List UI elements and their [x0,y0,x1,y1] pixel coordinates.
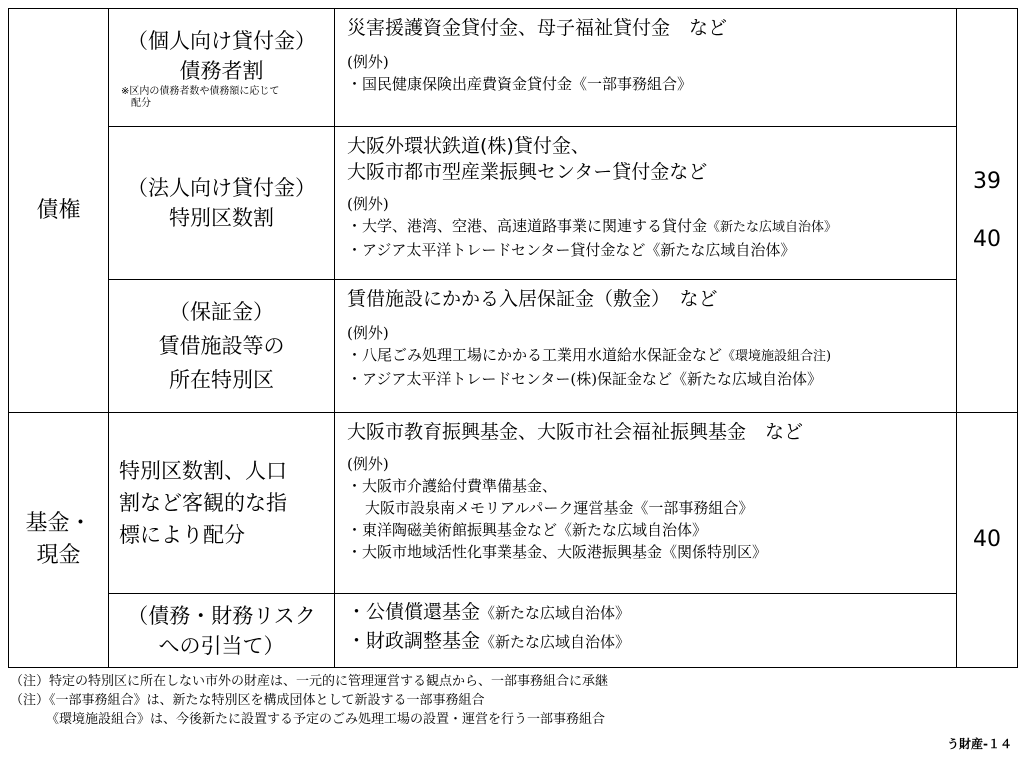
subcategory-line: 標により配分 [119,523,245,547]
description-funds-general [335,413,957,594]
subcategory-line: （保証金） [169,300,274,324]
example-item: ・アジア太平洋トレードセンター(株)保証金など《新たな広域自治体》 [347,370,823,388]
example-item: ・大阪市地域活性化事業基金、大阪港振興基金《関係特別区》 [347,543,768,561]
headline: 賃借施設にかかる入居保証金（敷金） など [347,288,718,310]
description-guarantee [335,280,957,413]
small-note: 配分 [131,97,151,109]
fund-item-note: 《新たな広域自治体》 [480,604,631,622]
subcategory-line: （債務・財務リスク [127,603,316,628]
description-corporate [335,127,957,280]
example-item-note: 《新たな広域自治体》 [707,220,838,235]
headline: 大阪外環状鉄道(株)貸付金、 [347,135,590,157]
category-funds-label: 基金・ [25,511,92,536]
page-ref-debt [957,9,1018,413]
footnote: （注）特定の特別区に所在しない市外の財産は、一元的に管理運営する観点から、一部事務組合に承継 [10,674,609,689]
headline: 災害援護資金貸付金、母子福祉貸付金 など [347,17,728,39]
example-label: (例外) [347,455,389,473]
example-label: (例外) [347,324,389,342]
example-item: ・アジア太平洋トレードセンター貸付金など《新たな広域自治体》 [347,241,796,259]
table-row [9,127,1018,280]
subcategory-guarantee [109,280,335,413]
example-label: (例外) [347,53,389,71]
footnote: 《環境施設組合》は、今後新たに設置する予定のごみ処理工場の設置・運営を行う一部事務組合 [46,712,606,727]
fund-item [347,598,948,627]
subcategory-general [109,413,335,594]
table-row [9,413,1018,594]
subcategory-line: 割など客観的な指 [119,491,287,515]
footnote: （注）《一部事務組合》は、新たな特別区を構成団体として新設する一部事務組合 [10,693,485,708]
example-item: ・大阪市介護給付費準備基金、 [347,477,558,495]
example-item [347,215,948,239]
table-row [9,9,1018,127]
example-label: (例外) [347,195,389,213]
example-item-main: ・大学、港湾、空港、高速道路事業に関連する貸付金 [347,217,708,235]
example-item: ・国民健康保険出産費資金貸付金《一部事務組合》 [347,75,693,93]
subcategory-line: 債務者割 [179,58,264,83]
headline: 大阪市教育振興基金、大阪市社会福祉振興基金 など [347,421,804,443]
subcategory-line: 特別区数割 [169,206,274,230]
example-item: ・東洋陶磁美術館振興基金など《新たな広域自治体》 [347,521,708,539]
page-ref-number: 40 [973,226,1001,252]
subcategory-line: 所在特別区 [169,368,274,392]
page-ref-number: 39 [973,168,1001,194]
subcategory-line: 特別区数割、人口 [119,459,287,483]
page-ref-funds [957,413,1018,668]
description-debt-allocation [335,594,957,668]
headline: 大阪市都市型産業振興センター貸付金など [347,161,708,183]
description-individual [335,9,957,127]
example-item-main: ・八尾ごみ処理工場にかかる工業用水道給水保証金など [347,346,723,364]
page-number: う財産-１４ [947,737,1012,751]
small-note: ※区内の債務者数や債務額に応じて [121,85,280,97]
fund-item-main: ・財政調整基金 [347,630,481,652]
category-funds [9,413,109,668]
subcategory-line: 賃借施設等の [158,334,285,358]
example-item-note: 《環境施設組合注) [722,349,832,364]
fund-item-note: 《新たな広域自治体》 [480,633,631,651]
subcategory-debt-allocation [109,594,335,668]
subcategory-corporate [109,127,335,280]
category-funds-label: 現金 [36,543,81,568]
example-item [347,344,948,368]
example-item: 大阪市設泉南メモリアルパーク運営基金《一部事務組合》 [365,499,754,517]
subcategory-line: （法人向け貸付金） [127,176,316,200]
page-ref-number: 40 [973,527,1001,552]
footnotes [10,672,608,729]
category-debt [9,9,109,413]
table-row [9,280,1018,413]
fund-item [347,627,948,656]
category-debt-label: 債権 [36,197,81,223]
asset-allocation-table [8,8,1018,668]
subcategory-line: への引当て） [158,633,285,658]
subcategory-line: （個人向け貸付金） [127,28,316,53]
table-row [9,594,1018,668]
subcategory-individual [109,9,335,127]
fund-item-main: ・公債償還基金 [347,601,481,623]
